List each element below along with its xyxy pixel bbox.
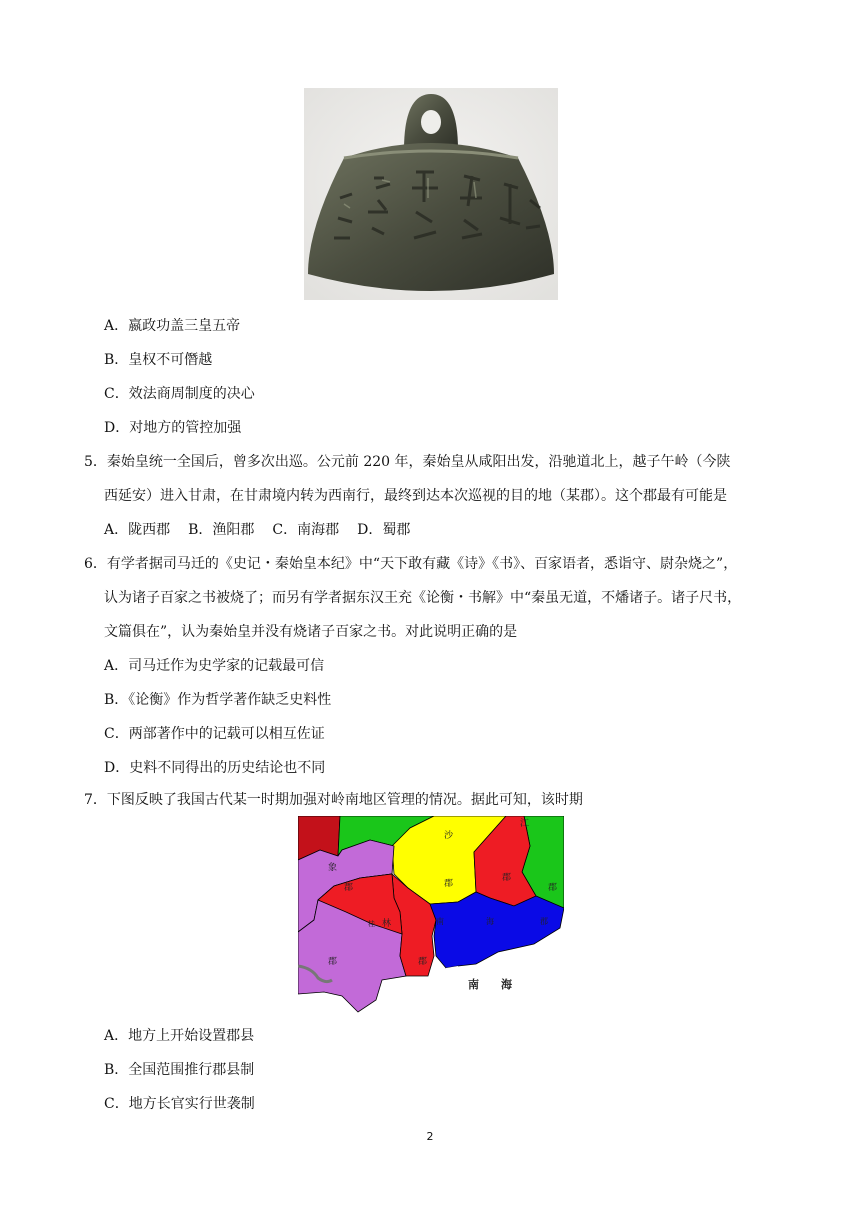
map-label-jun-6: 郡 [548,883,558,893]
page-number: 2 [426,1130,434,1143]
map-label-hai: 海 [486,917,494,926]
q6-option-b: B．《论衡》作为哲学著作缺乏史料性 [104,692,332,708]
map-label-jun-3: 郡 [444,879,454,889]
q4-option-c: C．效法商周制度的决心 [104,386,255,402]
map-label-jun-5: 郡 [502,873,512,883]
map-label-nan: 南 [436,917,444,926]
q7-option-c: C．地方长官实行世袭制 [104,1096,255,1112]
bronze-weight-photo [304,88,558,300]
lingnan-map-svg [298,816,564,1014]
map-label-jun-4: 郡 [418,957,428,967]
q6-option-c: C．两部著作中的记载可以相互佐证 [104,726,325,742]
map-label-lin: 林 [382,919,392,929]
q7-option-b: B．全国范围推行郡县制 [104,1062,255,1078]
bronze-weight-illustration [304,88,558,300]
q5-option-c: C．南海郡 [272,522,340,538]
map-label-south-sea: 南 海 [468,978,512,991]
q5-options [104,520,428,540]
map-label-jun-2: 郡 [328,957,338,967]
q7-option-a: A．地方上开始设置郡县 [104,1028,255,1044]
map-label-sha: 沙 [444,831,454,841]
map-label-jun-1: 郡 [344,883,354,893]
map-label-gui: 桂 [368,920,375,928]
q5-stem-line-1: 5．秦始皇统一全国后，曾多次出巡。公元前 220 年，秦始皇从咸阳出发，沿驰道北上，越子午岭（今陕 [84,454,731,470]
q4-option-a: A．嬴政功盖三皇五帝 [104,318,241,334]
q4-option-b: B．皇权不可僭越 [104,352,213,368]
map-label-jun-7: 郡 [540,917,548,926]
lingnan-map [298,816,564,1014]
q6-option-d: D．史料不同得出的历史结论也不同 [104,760,326,776]
q4-option-d: D．对地方的管控加强 [104,420,242,436]
map-label-jiang: 江 [520,819,530,829]
q6-stem-line-1: 6．有学者据司马迁的《史记・秦始皇本纪》中“天下敢有藏《诗》《书》、百家语者，悉诣守、尉杂烧之”， [84,556,738,572]
q7-stem: 7．下图反映了我国古代某一时期加强对岭南地区管理的情况。据此可知，该时期 [84,792,583,808]
q5-stem-line-2: 西延安）进入甘肃，在甘肃境内转为西南行，最终到达本次巡视的目的地（某郡）。这个郡最有可能是 [104,488,727,504]
q6-option-a: A．司马迁作为史学家的记载最可信 [104,658,325,674]
map-label-xiang: 象 [328,863,338,873]
q6-stem-line-2: 认为诸子百家之书被烧了；而另有学者据东汉王充《论衡・书解》中“秦虽无道，不燔诸子。诸子尺书， [104,590,742,606]
q6-stem-line-3: 文篇俱在”，认为秦始皇并没有烧诸子百家之书。对此说明正确的是 [104,624,518,640]
q5-option-a: A．陇西郡 [104,522,171,538]
q5-option-b: B．渔阳郡 [188,522,255,538]
q5-option-d: D．蜀郡 [357,522,411,538]
